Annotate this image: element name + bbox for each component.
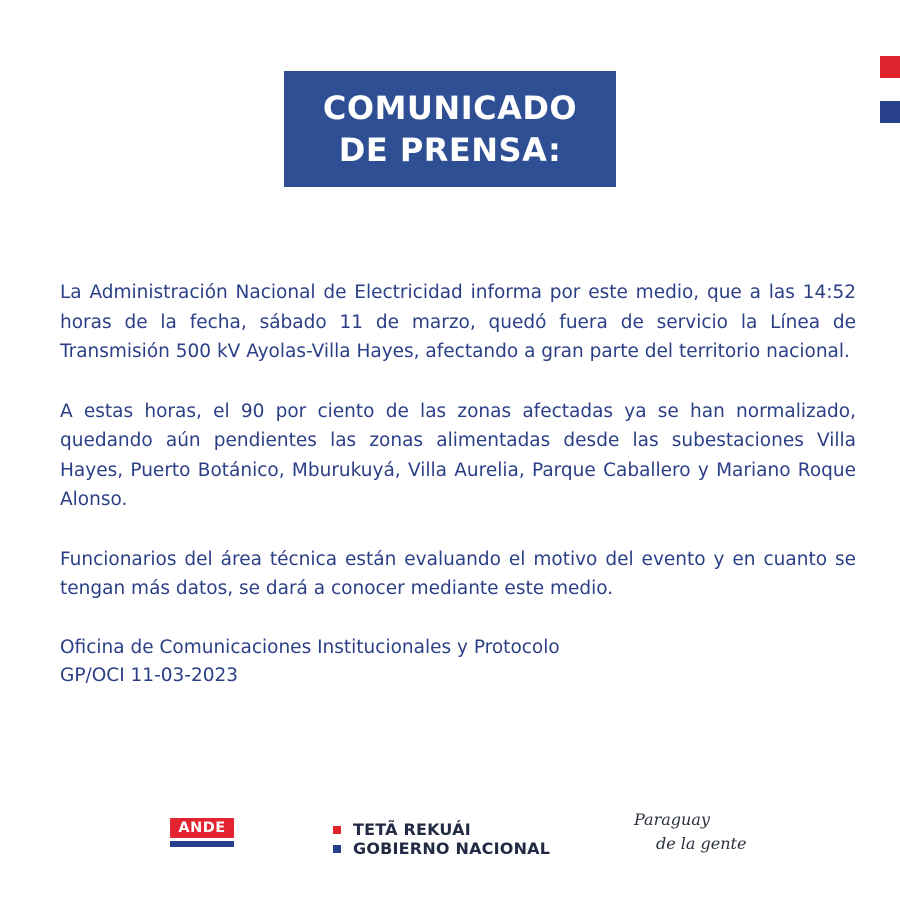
gobierno-nacional-logo: [333, 820, 550, 858]
ande-logo: [170, 818, 234, 847]
blue-square-icon: [333, 845, 341, 853]
flag-blue-stripe: [880, 101, 900, 123]
press-release-title: [284, 71, 616, 187]
paragraph-restoration: A estas horas, el 90 por ciento de las zonas afectadas ya se han normalizado, quedando aún pendientes las zonas alimentadas desde las subestaciones Villa Hayes, Puerto Botánico, Mburukuyá, Villa Aurelia, Parque Caballero y Mariano Roque Alonso.: [60, 400, 856, 510]
gobierno-logo-line-2: GOBIERNO NACIONAL: [353, 839, 551, 858]
red-square-icon: [333, 826, 341, 834]
ande-logo-text: ANDE: [170, 818, 234, 838]
signature-office: Oficina de Comunicaciones Institucionales y Protocolo: [60, 636, 560, 658]
press-release-body: [60, 278, 856, 690]
ande-logo-blue-stripe: [170, 841, 234, 847]
paraguay-de-la-gente-logo: [634, 808, 746, 856]
paraguay-logo-line-2: de la gente: [656, 834, 747, 853]
paraguay-logo-line-1: Paraguay: [634, 810, 710, 829]
title-line-2: DE PRENSA:: [338, 131, 562, 169]
flag-red-stripe: [880, 56, 900, 78]
title-line-1: COMUNICADO: [322, 89, 578, 127]
gobierno-logo-line-1: TETÃ REKUÁI: [353, 820, 471, 839]
signature: [60, 634, 856, 690]
paragraph-evaluation: Funcionarios del área técnica están evaluando el motivo del evento y en cuanto se tengan más datos, se dará a conocer mediante este medio.: [60, 548, 856, 599]
paragraph-outage: La Administración Nacional de Electricidad informa por este medio, que a las 14:52 horas de la fecha, sábado 11 de marzo, quedó fuera de servicio la Línea de Transmisión 500 kV Ayolas-Villa Hayes, afectando a gran parte del territorio nacional.: [60, 282, 856, 362]
signature-reference: GP/OCI 11-03-2023: [60, 664, 239, 686]
